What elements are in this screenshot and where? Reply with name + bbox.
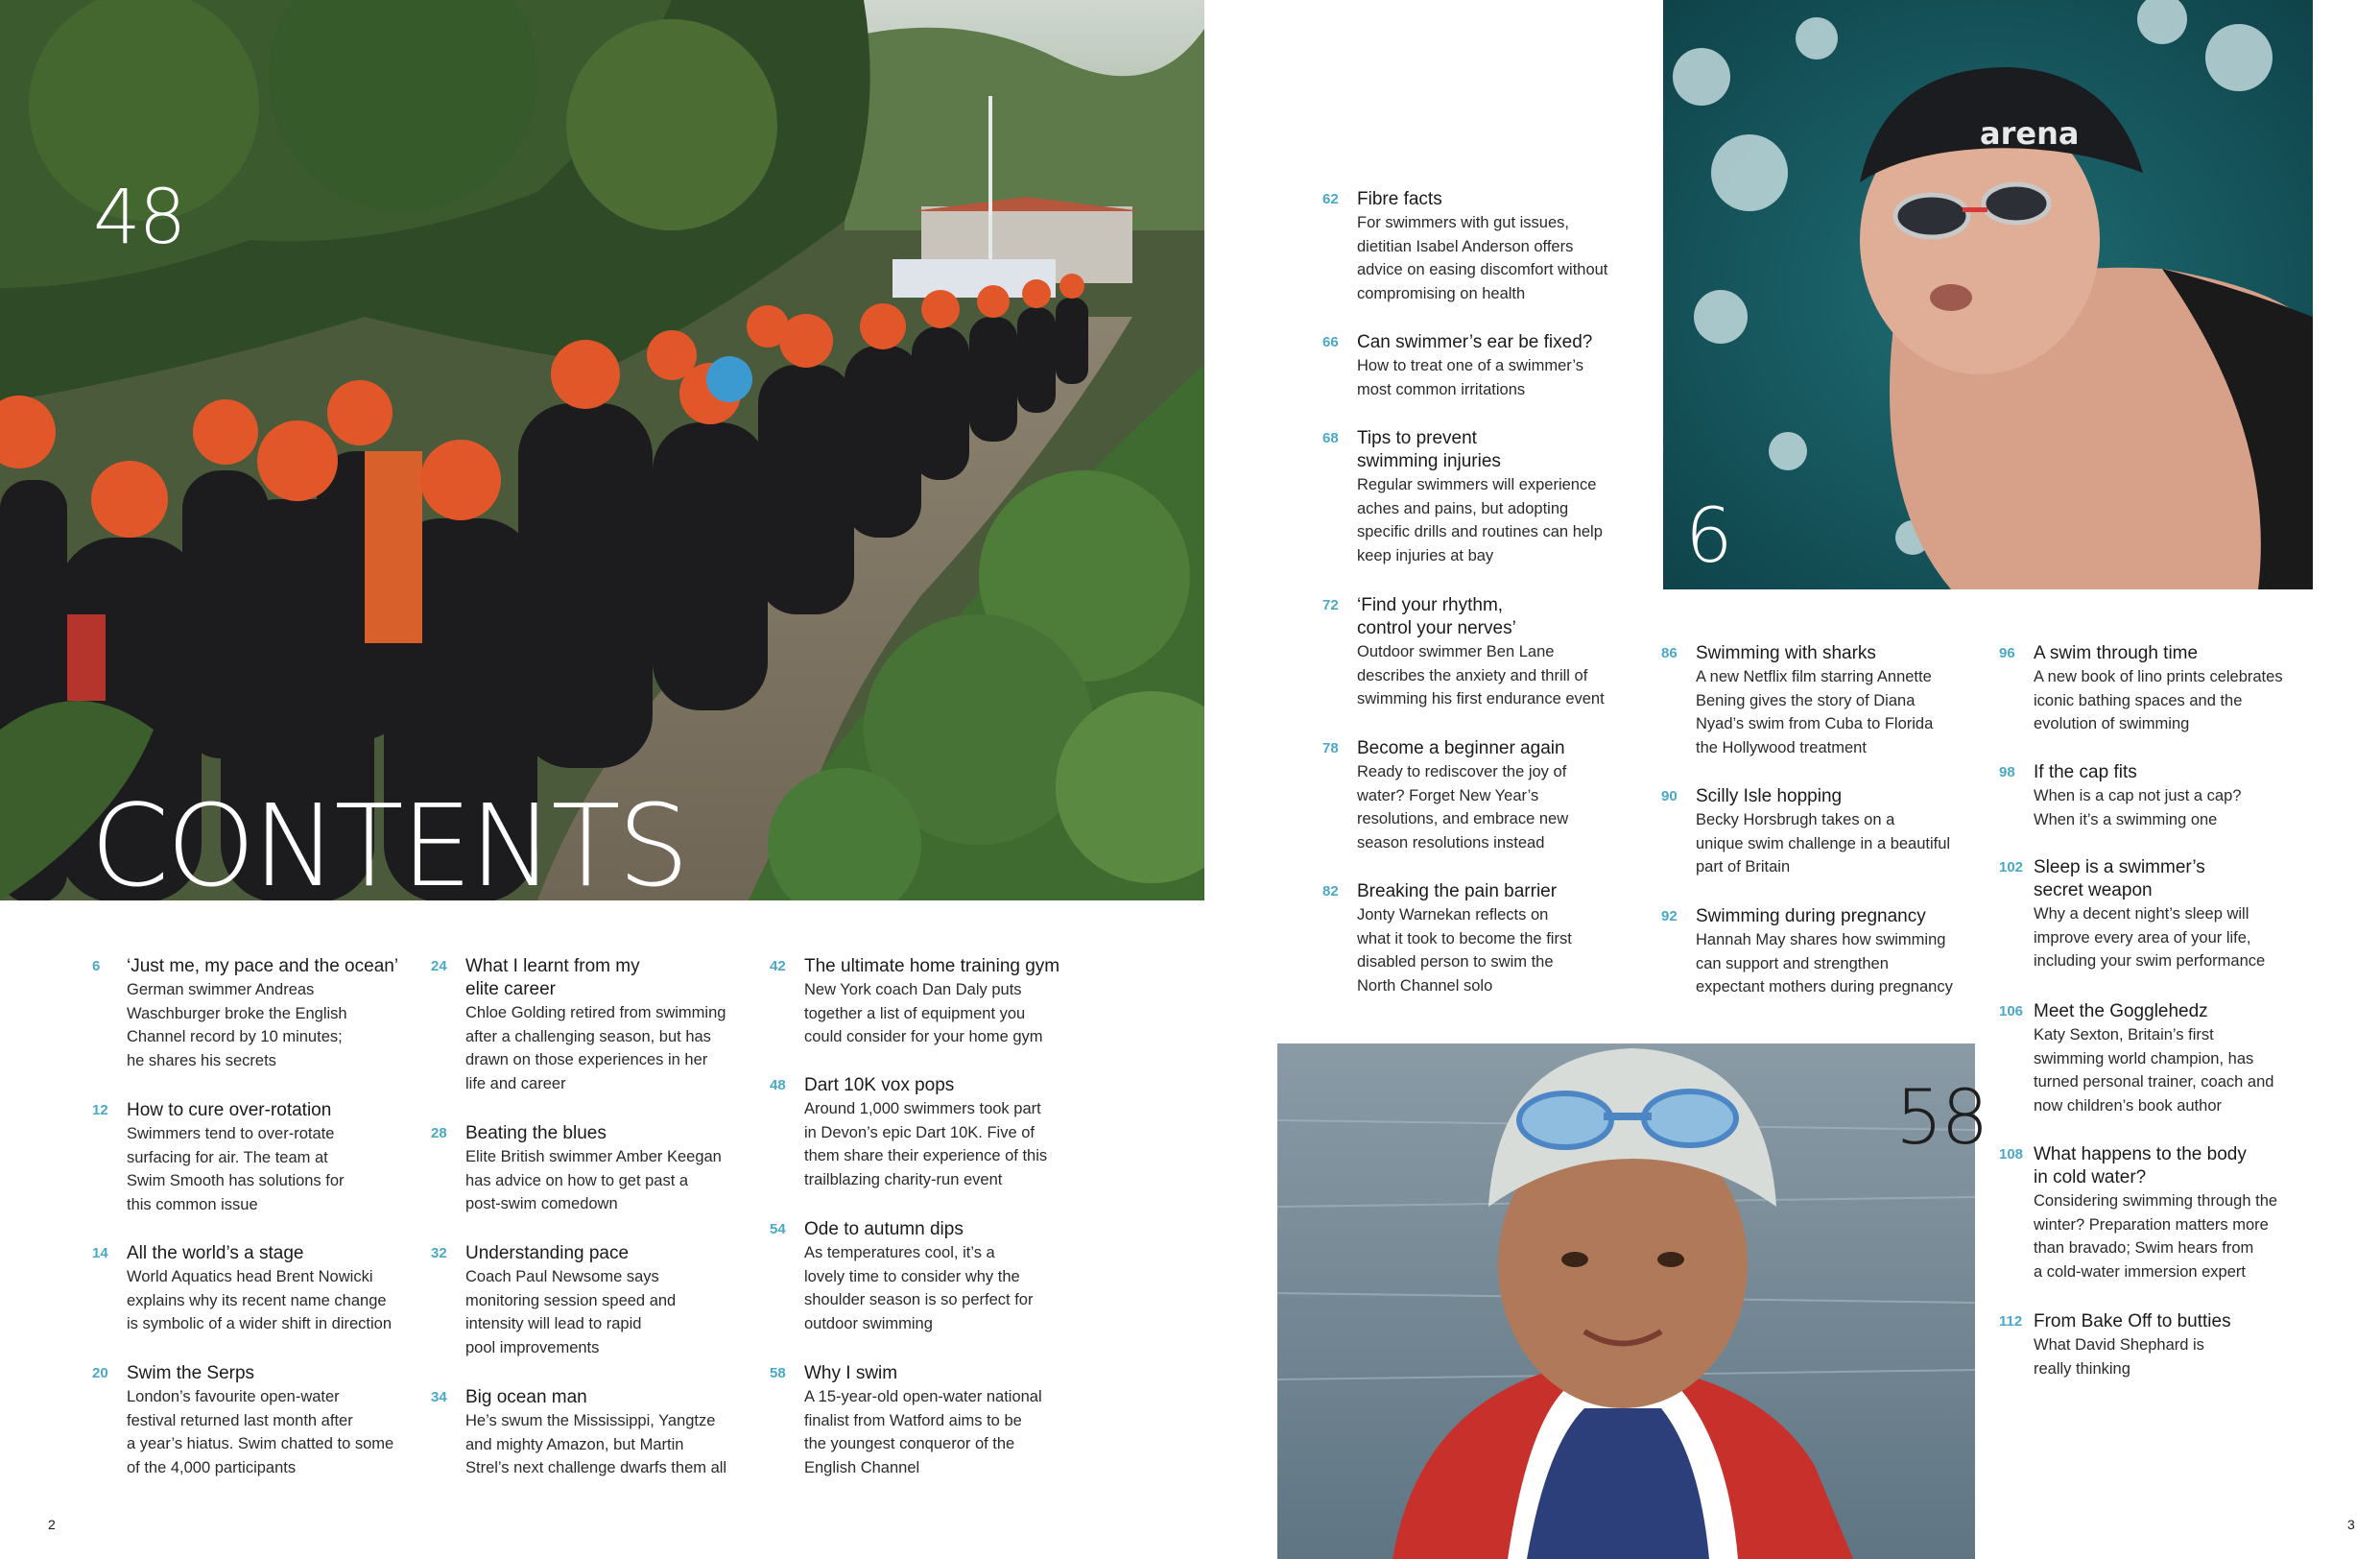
entry-description: London’s favourite open-water festival returned last month after a year’s hiatus. Swim chatted to some of the 4,000 participants xyxy=(127,1388,394,1476)
entry-description: Elite British swimmer Amber Keegan has advice on how to get past a post-swim comedown xyxy=(465,1148,722,1212)
entry-description: Swimmers tend to over-rotate surfacing for air. The team at Swim Smooth has solutions for this common issue xyxy=(127,1125,345,1213)
entry-page-number: 98 xyxy=(1999,764,2015,780)
entry-description: When is a cap not just a cap? When it’s a swimming one xyxy=(2034,787,2242,828)
contents-entry[interactable] xyxy=(1661,905,2016,999)
entry-page-number: 62 xyxy=(1322,191,1339,207)
entry-title: Swim the Serps xyxy=(127,1363,255,1383)
contents-entry[interactable] xyxy=(1322,331,1649,401)
cap-brand-text: arena xyxy=(1980,115,2080,152)
entry-description: How to treat one of a swimmer’s most common irritations xyxy=(1357,357,1583,398)
entry-title: All the world’s a stage xyxy=(127,1243,304,1263)
contents-entry[interactable] xyxy=(92,1099,418,1216)
contents-entry[interactable] xyxy=(92,1362,418,1479)
entry-title: ‘Just me, my pace and the ocean’ xyxy=(127,956,399,976)
entry-description: Considering swimming through the winter? Preparation matters more than bravado; Swim hears from a cold-water immersion expert xyxy=(2034,1192,2278,1281)
contents-entry[interactable] xyxy=(431,955,757,1095)
contents-entry[interactable] xyxy=(92,1242,428,1336)
entry-title: Become a beginner again xyxy=(1357,738,1565,758)
contents-entry[interactable] xyxy=(1661,642,2007,759)
contents-heading: CONTENTS xyxy=(90,780,687,912)
entry-page-number: 34 xyxy=(431,1389,447,1405)
contents-entry[interactable] xyxy=(770,955,1115,1049)
entry-title: A swim through time xyxy=(2034,643,2199,663)
entry-description: World Aquatics head Brent Nowicki explains why its recent name change is symbolic of a wider shift in direction xyxy=(127,1268,393,1332)
entry-description: German swimmer Andreas Waschburger broke the English Channel record by 10 minutes; he shares his secrets xyxy=(127,981,347,1069)
girl-portrait-photo xyxy=(1277,1043,1975,1559)
entry-title: If the cap fits xyxy=(2034,762,2137,782)
entry-page-number: 66 xyxy=(1322,334,1339,350)
crowd-photo-page-ref: 48 xyxy=(93,175,185,261)
entry-title: Scilly Isle hopping xyxy=(1696,786,1843,806)
entry-title: Big ocean man xyxy=(465,1387,587,1407)
entry-page-number: 20 xyxy=(92,1365,108,1381)
contents-entry[interactable] xyxy=(770,1218,1096,1335)
entry-page-number: 106 xyxy=(1999,1003,2024,1019)
entry-title: Swimming during pregnancy xyxy=(1696,906,1926,926)
entry-description: Coach Paul Newsome says monitoring session speed and intensity will lead to rapid pool improvements xyxy=(465,1268,677,1356)
contents-entry[interactable] xyxy=(1999,761,2325,831)
entry-title: Meet the Gogglehedz xyxy=(2034,1001,2208,1021)
entry-title: Ode to autumn dips xyxy=(804,1219,964,1239)
entry-page-number: 54 xyxy=(770,1221,786,1237)
contents-entry[interactable] xyxy=(92,955,418,1072)
entry-title: How to cure over-rotation xyxy=(127,1100,332,1120)
contents-entry[interactable] xyxy=(1322,427,1649,567)
entry-title: Beating the blues xyxy=(465,1123,607,1143)
entry-page-number: 90 xyxy=(1661,788,1678,804)
entry-page-number: 24 xyxy=(431,958,447,974)
entry-page-number: 32 xyxy=(431,1245,447,1261)
entry-description: A 15-year-old open-water national finalist from Watford aims to be the youngest conqueror of the English Channel xyxy=(804,1388,1042,1476)
contents-entry[interactable] xyxy=(431,1122,757,1216)
entry-page-number: 102 xyxy=(1999,859,2024,875)
contents-entry[interactable] xyxy=(770,1074,1096,1191)
entry-title: Breaking the pain barrier xyxy=(1357,881,1558,901)
entry-title: What I learnt from my elite career xyxy=(465,956,640,999)
entry-description: A new book of lino prints celebrates iconic bathing spaces and the evolution of swimming xyxy=(2034,668,2283,732)
entry-page-number: 28 xyxy=(431,1125,447,1141)
entry-description: Regular swimmers will experience aches and pains, but adopting specific drills and routines can help keep injuries at bay xyxy=(1357,476,1603,564)
contents-entry[interactable] xyxy=(1322,188,1668,305)
entry-page-number: 108 xyxy=(1999,1146,2024,1163)
entry-page-number: 68 xyxy=(1322,430,1339,446)
entry-description: Outdoor swimmer Ben Lane describes the anxiety and thrill of swimming his first endurance event xyxy=(1357,643,1605,708)
entry-title: Dart 10K vox pops xyxy=(804,1075,955,1095)
entry-page-number: 92 xyxy=(1661,908,1678,924)
left-page-number: 2 xyxy=(48,1517,56,1532)
entry-page-number: 112 xyxy=(1999,1313,2023,1330)
entry-title: The ultimate home training gym xyxy=(804,956,1060,976)
entry-description: He’s swum the Mississippi, Yangtze and mighty Amazon, but Martin Strel’s next challenge dwarfs them all xyxy=(465,1412,727,1476)
right-page-number: 3 xyxy=(2347,1517,2355,1532)
contents-entry[interactable] xyxy=(770,1362,1096,1479)
entry-page-number: 82 xyxy=(1322,883,1339,899)
entry-title: Sleep is a swimmer’s secret weapon xyxy=(2034,857,2205,900)
entry-title: What happens to the body in cold water? xyxy=(2034,1144,2247,1187)
entry-description: New York coach Dan Daly puts together a list of equipment you could consider for your home gym xyxy=(804,981,1043,1045)
entry-title: Fibre facts xyxy=(1357,189,1442,209)
entry-description: Katy Sexton, Britain’s first swimming world champion, has turned personal trainer, coach and now children’s book author xyxy=(2034,1026,2274,1115)
freestyle-swimmer-art xyxy=(1663,0,2313,589)
entry-title: From Bake Off to butties xyxy=(2034,1311,2231,1331)
entry-page-number: 86 xyxy=(1661,645,1678,661)
entry-description: Becky Horsbrugh takes on a unique swim challenge in a beautiful part of Britain xyxy=(1696,811,1951,875)
entry-page-number: 78 xyxy=(1322,740,1339,756)
entry-description: Ready to rediscover the joy of water? Forget New Year’s resolutions, and embrace new season resolutions instead xyxy=(1357,763,1569,851)
contents-entry[interactable] xyxy=(1322,880,1649,997)
entry-description: Hannah May shares how swimming can support and strengthen expectant mothers during pregnancy xyxy=(1696,931,1953,995)
entry-page-number: 42 xyxy=(770,958,786,974)
girl-photo-page-ref: 58 xyxy=(1895,1075,1987,1162)
entry-title: Can swimmer’s ear be fixed? xyxy=(1357,332,1593,352)
entry-description: Around 1,000 swimmers took part in Devon’s epic Dart 10K. Five of them share their experience of this trailblazing charity-run event xyxy=(804,1100,1048,1188)
contents-entry[interactable] xyxy=(1322,737,1649,854)
entry-title: Swimming with sharks xyxy=(1696,643,1876,663)
entry-title: ‘Find your rhythm, control your nerves’ xyxy=(1357,595,1516,638)
entry-title: Understanding pace xyxy=(465,1243,630,1263)
entry-description: A new Netflix film starring Annette Bening gives the story of Diana Nyad’s swim from Cuba to Florida the Hollywood treatment xyxy=(1696,668,1934,756)
freestyle-photo-page-ref: 6 xyxy=(1685,493,1731,580)
entry-page-number: 96 xyxy=(1999,645,2015,661)
entry-page-number: 72 xyxy=(1322,597,1339,613)
entry-page-number: 58 xyxy=(770,1365,786,1381)
entry-description: Jonty Warnekan reflects on what it took to become the first disabled person to swim the North Channel solo xyxy=(1357,906,1572,995)
crowd-photo xyxy=(0,0,1204,912)
contents-entry[interactable] xyxy=(1322,594,1649,711)
entry-description: For swimmers with gut issues, dietitian Isabel Anderson offers advice on easing discomfort without compromising on health xyxy=(1357,214,1608,302)
freestyle-swimmer-photo xyxy=(1663,0,2313,589)
entry-description: Why a decent night’s sleep will improve every area of your life, including your swim performance xyxy=(2034,905,2266,970)
entry-description: Chloe Golding retired from swimming after a challenging season, but has drawn on those experiences in her life and career xyxy=(465,1004,726,1092)
entry-description: As temperatures cool, it’s a lovely time to consider why the shoulder season is so perfect for outdoor swimming xyxy=(804,1244,1034,1332)
contents-entry[interactable] xyxy=(1999,1000,2325,1117)
entry-page-number: 48 xyxy=(770,1077,786,1093)
contents-entry[interactable] xyxy=(1999,1143,2344,1283)
entry-page-number: 14 xyxy=(92,1245,108,1261)
contents-entry[interactable] xyxy=(1999,856,2344,973)
entry-title: Why I swim xyxy=(804,1363,898,1383)
entry-description: What David Shephard is really thinking xyxy=(2034,1336,2204,1378)
contents-entry[interactable] xyxy=(1999,1310,2325,1380)
girl-portrait-art xyxy=(1277,1043,1975,1559)
contents-entry[interactable] xyxy=(431,1242,757,1359)
crowd-photo-art xyxy=(0,0,1204,912)
entry-page-number: 12 xyxy=(92,1102,108,1118)
contents-entry[interactable] xyxy=(1999,642,2354,736)
entry-page-number: 6 xyxy=(92,958,101,974)
contents-entry[interactable] xyxy=(431,1386,757,1480)
entry-title: Tips to prevent swimming injuries xyxy=(1357,428,1501,471)
contents-entry[interactable] xyxy=(1661,785,1987,879)
